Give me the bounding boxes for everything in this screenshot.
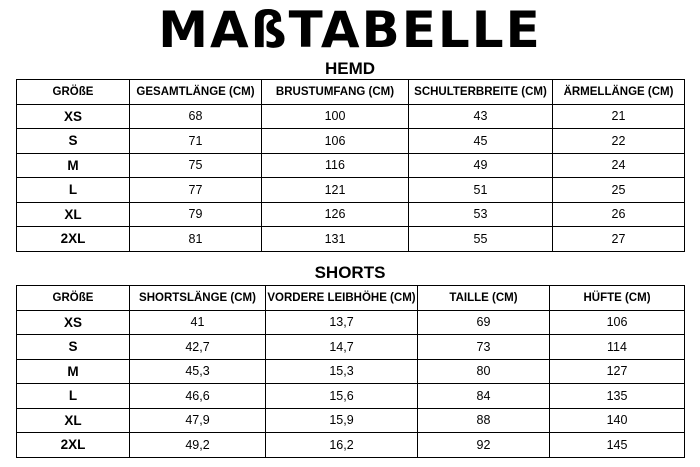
table-row: [17, 310, 685, 335]
table-cell: 13,7: [266, 310, 418, 335]
column-header: HÜFTE (CM): [550, 286, 685, 311]
table-row: [17, 178, 685, 203]
table-cell: 21: [553, 104, 685, 129]
size-cell: 2XL: [17, 433, 130, 458]
size-cell: XL: [17, 408, 130, 433]
table-cell: 79: [130, 202, 262, 227]
table-cell: 92: [418, 433, 550, 458]
table-cell: 42,7: [130, 335, 266, 360]
table-cell: 47,9: [130, 408, 266, 433]
table-row: [17, 227, 685, 252]
table-cell: 75: [130, 153, 262, 178]
table-cell: 106: [550, 310, 685, 335]
size-cell: L: [17, 384, 130, 409]
table-cell: 43: [409, 104, 553, 129]
table-cell: 126: [262, 202, 409, 227]
size-cell: S: [17, 129, 130, 154]
table-cell: 77: [130, 178, 262, 203]
table-row: [17, 433, 685, 458]
table-row: [17, 129, 685, 154]
table-cell: 73: [418, 335, 550, 360]
table-cell: 100: [262, 104, 409, 129]
table-row: [17, 408, 685, 433]
size-cell: XL: [17, 202, 130, 227]
table-cell: 55: [409, 227, 553, 252]
column-header: TAILLE (CM): [418, 286, 550, 311]
table-cell: 49,2: [130, 433, 266, 458]
table-row: [17, 202, 685, 227]
column-header: SHORTSLÄNGE (CM): [130, 286, 266, 311]
table-cell: 15,6: [266, 384, 418, 409]
column-header: GRÖßE: [17, 286, 130, 311]
shorts-section-title: SHORTS: [314, 263, 386, 282]
size-cell: XS: [17, 310, 130, 335]
table-header-row: [17, 286, 685, 311]
table-cell: 81: [130, 227, 262, 252]
size-cell: L: [17, 178, 130, 203]
table-cell: 49: [409, 153, 553, 178]
table-row: [17, 153, 685, 178]
size-cell: M: [17, 359, 130, 384]
shorts-size-table: [16, 285, 685, 458]
table-cell: 140: [550, 408, 685, 433]
table-cell: 114: [550, 335, 685, 360]
table-cell: 145: [550, 433, 685, 458]
table-cell: 80: [418, 359, 550, 384]
table-cell: 41: [130, 310, 266, 335]
table-cell: 88: [418, 408, 550, 433]
table-cell: 25: [553, 178, 685, 203]
size-cell: 2XL: [17, 227, 130, 252]
table-cell: 127: [550, 359, 685, 384]
table-cell: 45: [409, 129, 553, 154]
table-cell: 53: [409, 202, 553, 227]
table-cell: 84: [418, 384, 550, 409]
table-cell: 14,7: [266, 335, 418, 360]
table-cell: 27: [553, 227, 685, 252]
table-cell: 68: [130, 104, 262, 129]
column-header: ÄRMELLÄNGE (CM): [553, 80, 685, 105]
table-cell: 26: [553, 202, 685, 227]
table-row: [17, 359, 685, 384]
table-cell: 45,3: [130, 359, 266, 384]
hemd-section-title: HEMD: [324, 59, 376, 78]
page-title: MAßTABELLE: [158, 1, 542, 59]
table-cell: 71: [130, 129, 262, 154]
size-cell: S: [17, 335, 130, 360]
table-cell: 121: [262, 178, 409, 203]
table-cell: 51: [409, 178, 553, 203]
table-cell: 15,9: [266, 408, 418, 433]
table-cell: 24: [553, 153, 685, 178]
column-header: BRUSTUMFANG (CM): [262, 80, 409, 105]
column-header: GRÖßE: [17, 80, 130, 105]
hemd-size-table: [16, 79, 685, 252]
table-header-row: [17, 80, 685, 105]
size-cell: XS: [17, 104, 130, 129]
table-row: [17, 104, 685, 129]
table-row: [17, 384, 685, 409]
table-cell: 69: [418, 310, 550, 335]
table-cell: 22: [553, 129, 685, 154]
table-cell: 15,3: [266, 359, 418, 384]
column-header: SCHULTERBREITE (CM): [409, 80, 553, 105]
table-cell: 16,2: [266, 433, 418, 458]
column-header: VORDERE LEIBHÖHE (CM): [266, 286, 418, 311]
table-cell: 131: [262, 227, 409, 252]
table-row: [17, 335, 685, 360]
table-cell: 116: [262, 153, 409, 178]
column-header: GESAMTLÄNGE (CM): [130, 80, 262, 105]
table-cell: 46,6: [130, 384, 266, 409]
size-cell: M: [17, 153, 130, 178]
table-cell: 106: [262, 129, 409, 154]
table-cell: 135: [550, 384, 685, 409]
